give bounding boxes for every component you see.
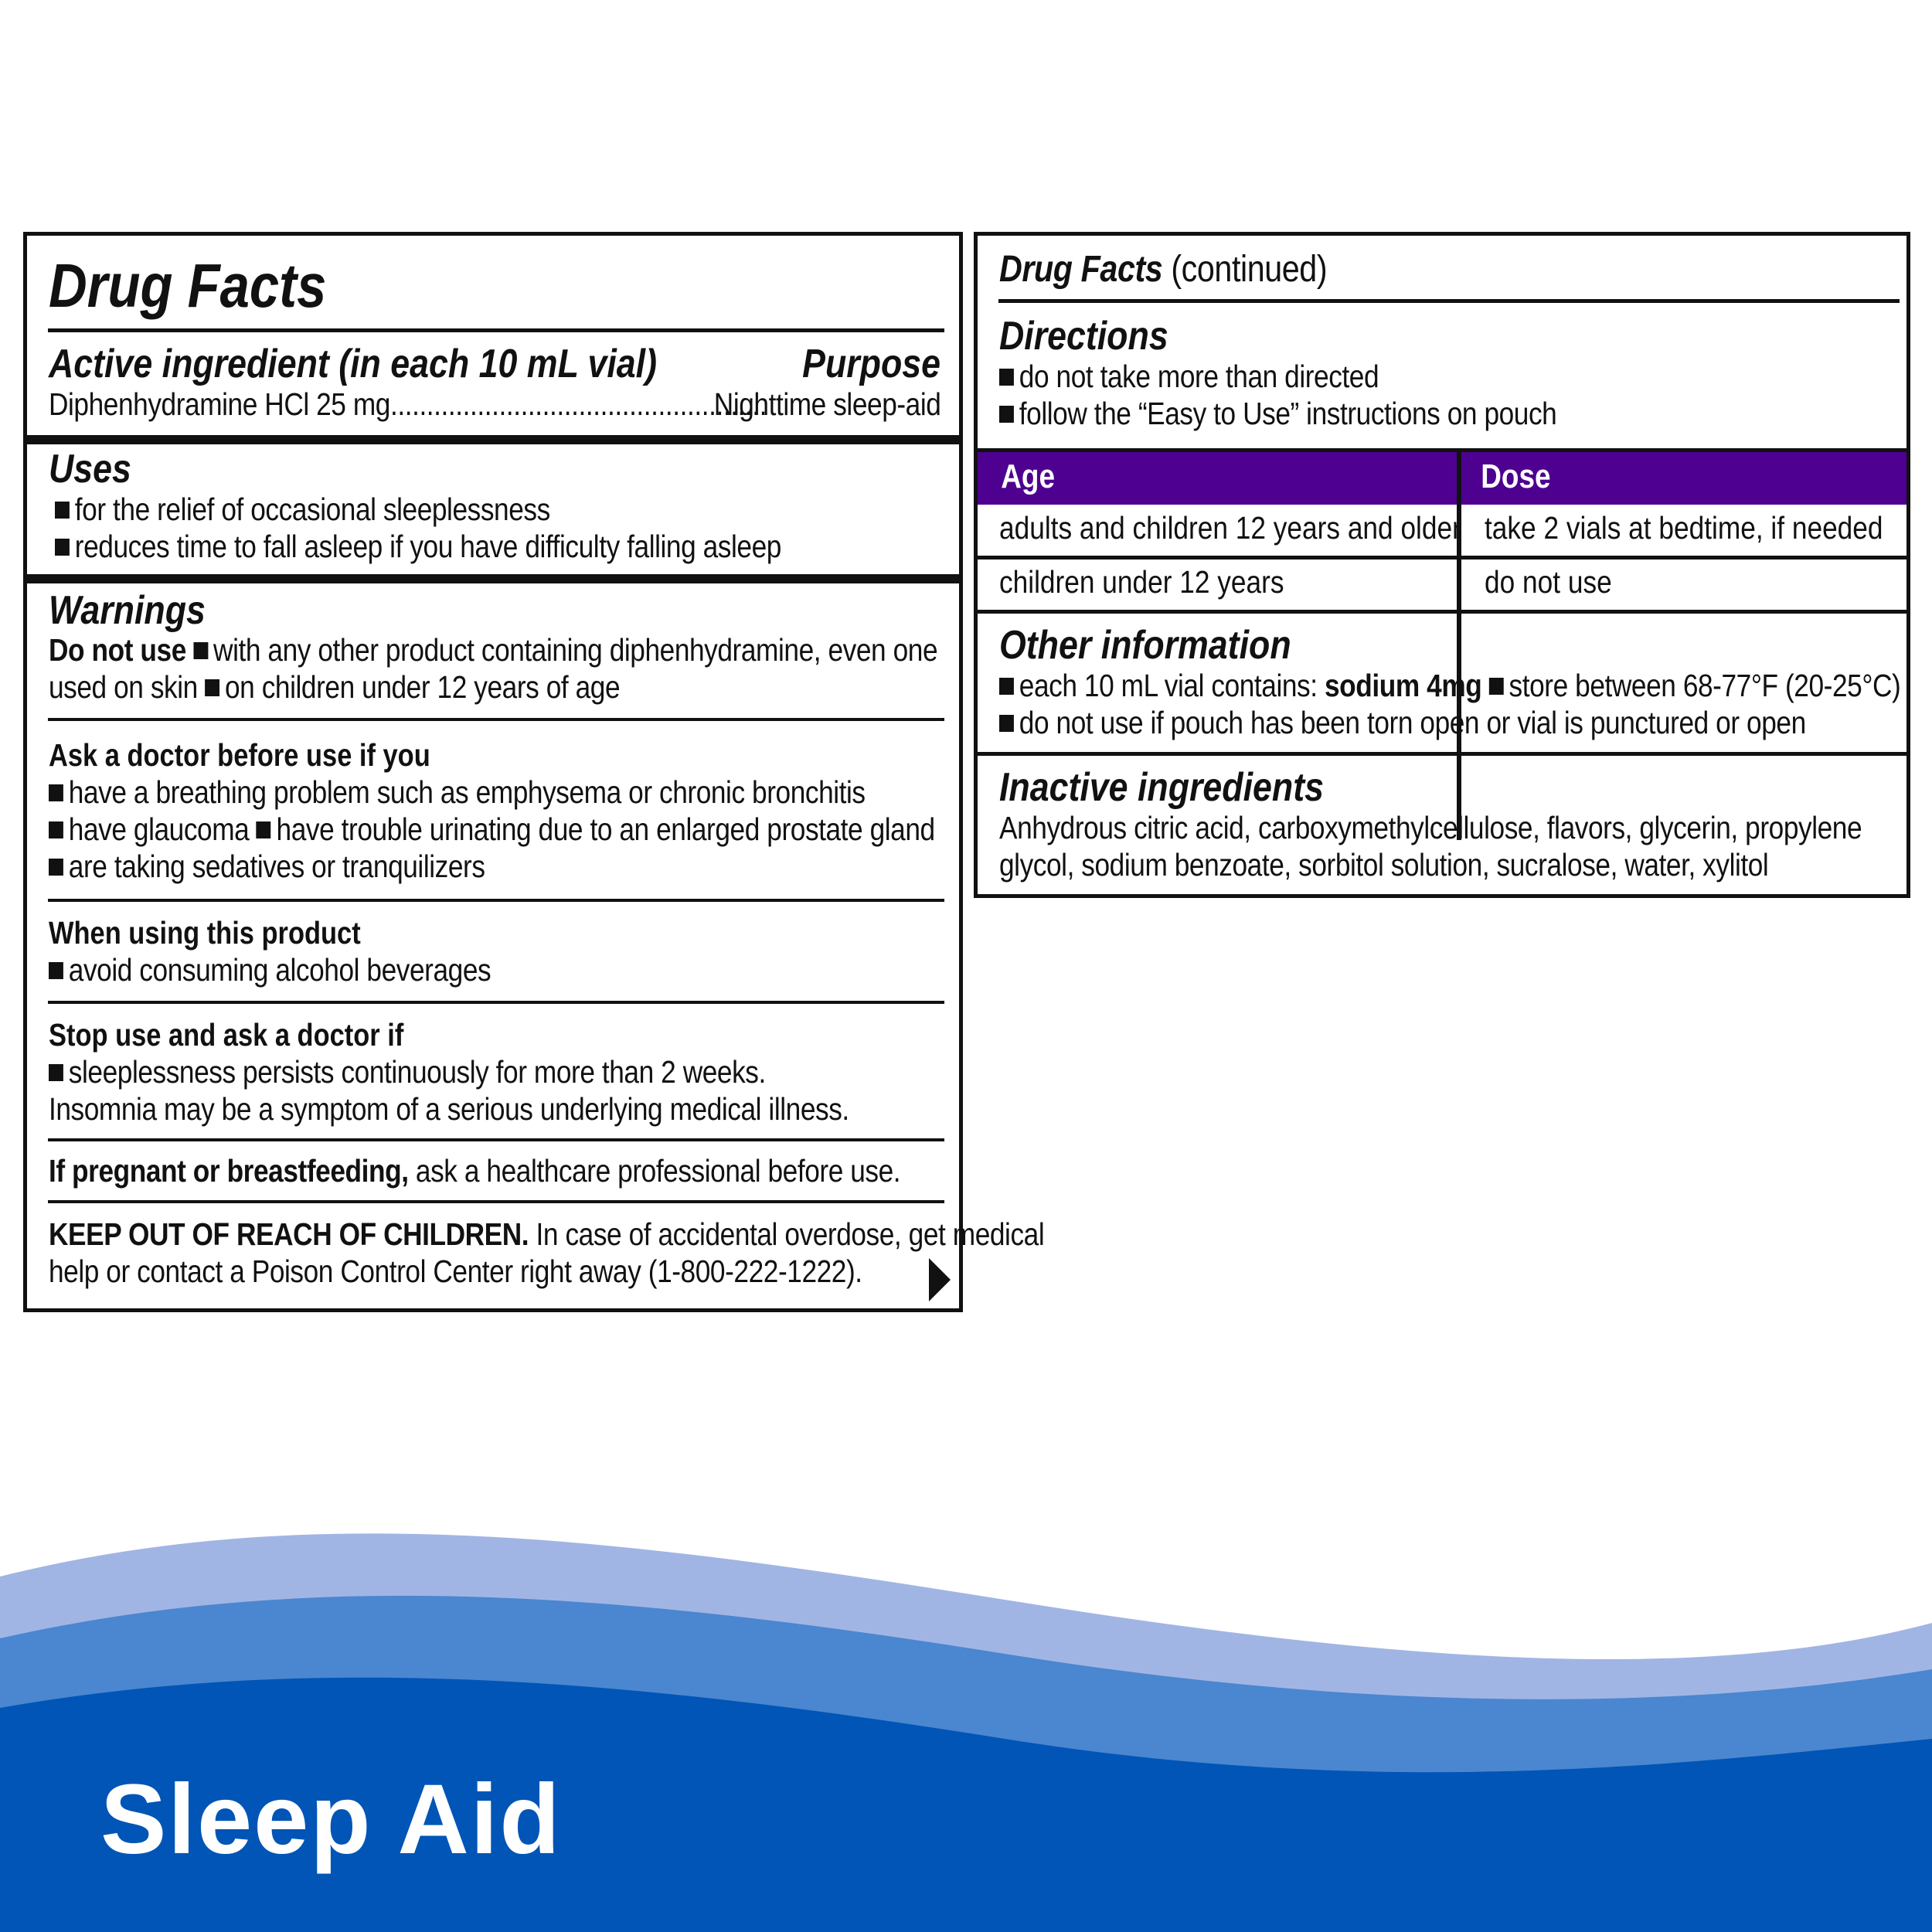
bullet-icon bbox=[49, 859, 63, 876]
continued-suffix: (continued) bbox=[1171, 249, 1328, 290]
purpose-heading: Purpose bbox=[802, 342, 940, 386]
bullet-icon bbox=[49, 821, 63, 838]
active-ingredient bbox=[49, 386, 767, 423]
divider bbox=[48, 899, 944, 902]
divider bbox=[48, 328, 944, 332]
divider bbox=[48, 1001, 944, 1004]
sodium-content: sodium 4mg bbox=[1324, 668, 1482, 703]
divider bbox=[48, 1200, 944, 1203]
inactive-ingredients-text: glycol, sodium benzoate, sorbitol solution, sucralose, water, xylitol bbox=[999, 847, 1769, 883]
bullet-icon bbox=[257, 821, 271, 838]
bullet-icon bbox=[49, 784, 63, 801]
uses-heading: Uses bbox=[49, 447, 131, 492]
keep-out-label: KEEP OUT OF REACH OF CHILDREN. bbox=[49, 1216, 529, 1252]
continued-title-label: Drug Facts bbox=[999, 249, 1163, 290]
other-information-heading: Other information bbox=[999, 623, 1291, 668]
inactive-ingredients-heading: Inactive ingredients bbox=[999, 765, 1325, 810]
bullet-icon bbox=[1489, 678, 1504, 695]
pregnancy-label: If pregnant or breastfeeding, bbox=[49, 1153, 409, 1189]
keep-out-of-reach: KEEP OUT OF REACH OF CHILDREN. In case of accidental overdose, get medical bbox=[49, 1216, 1045, 1252]
when-using-heading: When using this product bbox=[49, 915, 361, 951]
table-border bbox=[978, 610, 1906, 614]
poison-control-line: help or contact a Poison Control Center right away (1-800-222-1222). bbox=[49, 1253, 862, 1289]
divider bbox=[48, 1138, 944, 1141]
stop-use-heading: Stop use and ask a doctor if bbox=[49, 1017, 404, 1053]
active-ingredient-heading: Active ingredient (in each 10 mL vial) bbox=[49, 342, 657, 386]
bullet-icon bbox=[55, 539, 70, 556]
table-row-1-age: adults and children 12 years and older bbox=[999, 510, 1461, 546]
continue-arrow-icon bbox=[929, 1258, 951, 1301]
directions-item: do not take more than directed bbox=[999, 358, 1379, 395]
continued-title bbox=[999, 247, 1327, 293]
ask-doctor-heading: Ask a doctor before use if you bbox=[49, 737, 430, 773]
do-not-use-label: Do not use bbox=[49, 632, 186, 668]
drug-facts-panel bbox=[23, 232, 1045, 1312]
when-using-item: avoid consuming alcohol beverages bbox=[49, 951, 491, 988]
divider bbox=[27, 574, 959, 583]
divider bbox=[27, 435, 959, 444]
purpose-value: Nighttime sleep-aid bbox=[713, 386, 940, 422]
table-row-1-dose: take 2 vials at bedtime, if needed bbox=[1485, 510, 1883, 546]
ask-doctor-item: have a breathing problem such as emphysema or chronic bronchitis bbox=[49, 774, 866, 811]
table-row-2-dose: do not use bbox=[1485, 564, 1612, 600]
drug-facts-continued-panel bbox=[974, 232, 1910, 898]
divider bbox=[998, 299, 1900, 303]
do-not-use-line: Do not use with any other product containing diphenhydramine, even one bbox=[49, 632, 938, 668]
uses-item: reduces time to fall asleep if you have difficulty falling asleep bbox=[55, 528, 781, 565]
table-row-2-age: children under 12 years bbox=[999, 564, 1284, 600]
pregnancy-warning: If pregnant or breastfeeding, ask a healthcare professional before use. bbox=[49, 1153, 901, 1189]
bullet-icon bbox=[999, 406, 1014, 423]
drug-facts-title: Drug Facts bbox=[49, 251, 327, 320]
stop-use-item: sleeplessness persists continuously for more than 2 weeks. bbox=[49, 1053, 766, 1090]
ask-doctor-item: have glaucoma have trouble urinating due to an enlarged prostate gland bbox=[49, 811, 935, 848]
active-ingredient-name: Diphenhydramine HCl 25 mg bbox=[49, 386, 390, 422]
divider bbox=[978, 752, 1906, 756]
warnings-heading: Warnings bbox=[49, 588, 206, 633]
inactive-ingredients-text: Anhydrous citric acid, carboxymethylcellulose, flavors, glycerin, propylene bbox=[999, 810, 1862, 845]
divider bbox=[48, 718, 944, 721]
ask-doctor-item: are taking sedatives or tranquilizers bbox=[49, 848, 485, 885]
bullet-icon bbox=[999, 678, 1014, 695]
table-header-dose: Dose bbox=[1461, 452, 1906, 505]
bullet-icon bbox=[49, 1064, 63, 1081]
bullet-icon bbox=[999, 369, 1014, 386]
bullet-icon bbox=[193, 642, 208, 659]
other-information-item: each 10 mL vial contains: sodium 4mg store between 68-77°F (20-25°C) bbox=[999, 667, 1900, 704]
bullet-icon bbox=[55, 502, 70, 519]
directions-heading: Directions bbox=[999, 314, 1168, 359]
bullet-icon bbox=[999, 715, 1014, 732]
stop-use-note: Insomnia may be a symptom of a serious underlying medical illness. bbox=[49, 1091, 849, 1127]
bullet-icon bbox=[49, 962, 63, 979]
table-header-age: Age bbox=[978, 452, 1457, 505]
product-category-label: Sleep Aid bbox=[100, 1764, 562, 1875]
other-information-item: do not use if pouch has been torn open or vial is punctured or open bbox=[999, 704, 1806, 741]
directions-item: follow the “Easy to Use” instructions on pouch bbox=[999, 395, 1556, 432]
uses-item: for the relief of occasional sleeplessness bbox=[55, 491, 550, 528]
leader-dots: .................................................... bbox=[389, 386, 767, 422]
bullet-icon bbox=[205, 679, 219, 696]
do-not-use-line: used on skin on children under 12 years of age bbox=[49, 669, 621, 705]
table-row-divider bbox=[978, 556, 1906, 560]
